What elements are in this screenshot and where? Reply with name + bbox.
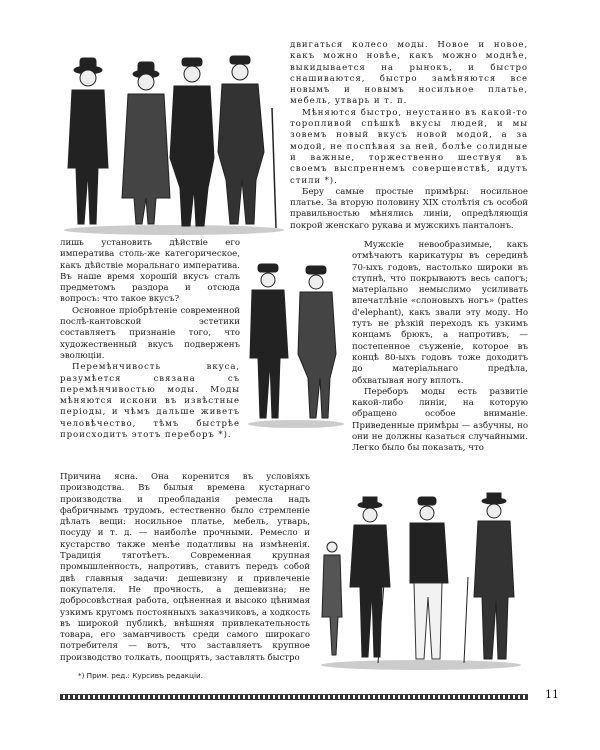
text-column-bottom-left (60, 472, 310, 664)
paragraph: Переборъ моды есть развитіе какой-либо линіи, на которую обращено особое вниманіе. Приведенные примѣры — азбучны, но они не должны казаться случайными. Легко было бы показать, что (352, 386, 528, 454)
paragraph: Перемѣнчивость вкуса, разумѣется связана съ перемѣнчивостью моды. Моды мѣняются искони въ извѣстные періоды, и чѣмъ дальше живетъ человѣчество, тѣмъ быстрѣе происходитъ этотъ переборъ *). (60, 362, 240, 441)
paragraph: Беру самые простые примѣры: носильное платье. За вторую половину XIX столѣтія съ особой правильностью мѣнялись линіи, опредѣляющія покрой женскаго рукава и мужскихъ панталонъ. (290, 186, 528, 231)
paragraph: лишь установить дѣйствіе его императива столь-же категорическое, какъ дѣйствіе моральнаго императива. Въ наше время хорошій вкусъ сталъ предметомъ раздора и отсюда вопросъ: что такое вкусъ? (60, 238, 240, 305)
fashion-illustration-bottom (318, 487, 524, 673)
fashion-illustration-top (58, 48, 290, 238)
fashion-illustration-middle (244, 258, 348, 430)
paragraph: Мѣняются быстро, неустанно въ какой-то торопливой спѣшкѣ вкусы людей, и мы зовемъ новый вкусъ новой модой, а за модой, не поспѣвая за ней, болѣе солидные и важные, торжественно шествуя въ своемъ выспреннемъ совершенствѣ, идутъ стили *). (290, 107, 528, 186)
paragraph: Причина ясна. Она коренится въ условіяхъ производства. Въ былыя времена кустарнаго производства и преобладанія ремесла надъ фабричнымъ трудомъ, естественно было стремленіе дѣлать вещи: носильное платье, мебель, утварь, посуду и т. д. — наиболѣе прочными. Ремесло и кустарство также менѣе податливы на измѣненія. Традиція тяготѣетъ. Современная крупная промышленность, напротивъ, ставитъ передъ собой двѣ главныя задачи: дешевизну и привлеченіе покупателя. Не прочность, а дешевизна; не добросовѣстная работа, оцѣненная и высоко цѣнимая узкимъ кругомъ постоянныхъ заказчиковъ, а ходкость въ широкой публикѣ, внѣшняя привлекательность товара, его заманчивость среди самого широкаго потребителя — вотъ, что заставляетъ крупное производство толкать, поощрять, заставлять быстро (60, 472, 310, 663)
text-column-right-top (290, 40, 528, 232)
ornamental-divider (60, 694, 528, 700)
paragraph: Мужскіе невообразимые, какъ отмѣчаютъ карикатуры въ серединѣ 70-ыхъ годовъ, настолько широки въ ступнѣ, что покрываютъ весь сапогъ; матеріально немыслимо усиливать впечатлѣніе «слоновыхъ ногъ» (pattes d'elephant), какъ звали эту моду. Но тутъ не рѣзкій переходъ къ узкимъ концамъ брюкъ, а напротивъ, — постепенное съуженіе, которое въ концѣ 80-ыхъ годовъ тоже доходитъ до матеріальнаго предѣла, обхватывая ногу вплоть. (352, 240, 528, 386)
text-column-right-middle (352, 240, 528, 455)
page-number: 11 (545, 688, 559, 701)
paragraph: двигаться колесо моды. Новое и новое, какъ можно новѣе, какъ можно моднѣе, выкидывается на рынокъ, и быстро снашиваются, быстро замѣняются все новымъ и новымъ носильное платье, мебель, утварь и т. п. (290, 40, 528, 107)
paragraph: Основное пріобрѣтеніе современной послѣ-кантовской эстетики составляетъ признаніе того, что художественный вкусъ подверженъ эволюціи. (60, 305, 240, 361)
text-column-left-middle (60, 238, 240, 441)
footnote: *) Прим. ред.: Курсивъ редакціи. (78, 671, 203, 680)
